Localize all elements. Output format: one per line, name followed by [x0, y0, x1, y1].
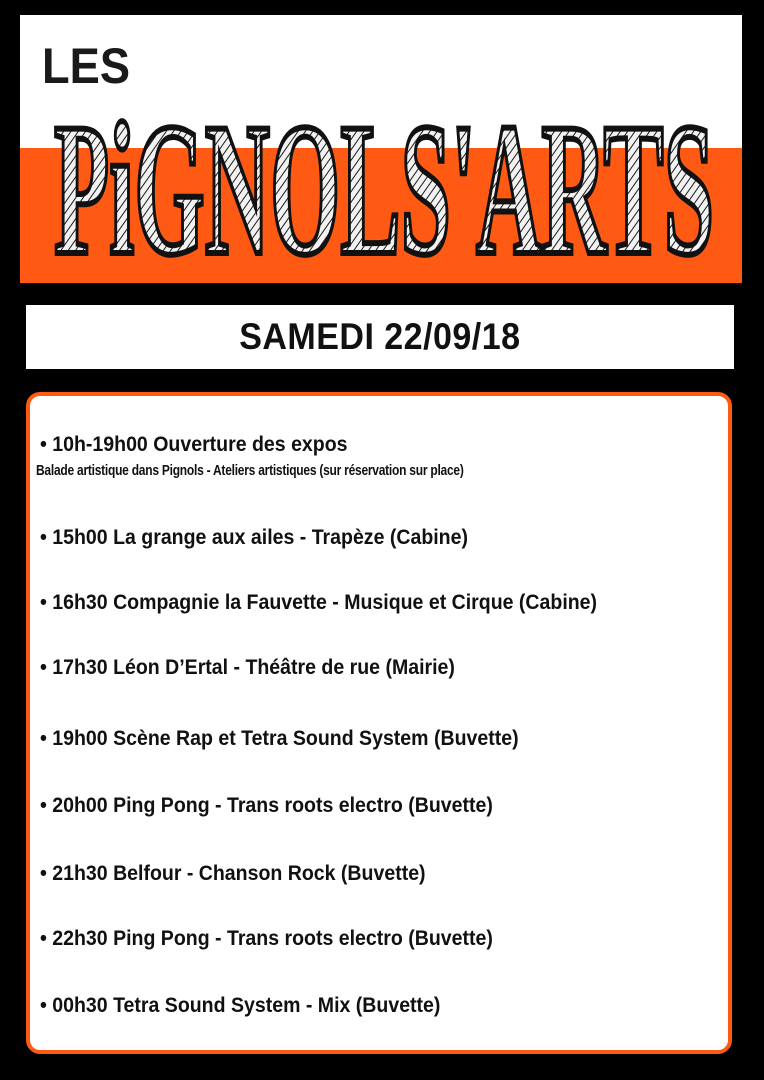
title-top: LES [42, 38, 130, 94]
title-main: PiGNOLS'ARTS [54, 85, 714, 283]
date-box [26, 305, 734, 369]
program-item-9: • 00h30 Tetra Sound System - Mix (Buvette) [40, 994, 441, 1017]
program-item-8: • 22h30 Ping Pong - Trans roots electro (Buvette) [40, 927, 493, 950]
program-item-6: • 20h00 Ping Pong - Trans roots electro (Buvette) [40, 794, 493, 817]
program-item-2: • 15h00 La grange aux ailes - Trapèze (Cabine) [40, 526, 468, 549]
program-panel [26, 392, 732, 1054]
event-date: SAMEDI 22/09/18 [239, 316, 521, 357]
title-logo [20, 15, 742, 283]
program-item-5: • 19h00 Scène Rap et Tetra Sound System (Buvette) [40, 727, 519, 750]
program-item-1: • 10h-19h00 Ouverture des expos [40, 433, 348, 456]
program-item-3: • 16h30 Compagnie la Fauvette - Musique et Cirque (Cabine) [40, 591, 598, 614]
program-item-1-details: Balade artistique dans Pignols - Ateliers artistiques (sur réservation sur place) [36, 462, 464, 479]
title-banner [20, 15, 742, 283]
program-item-7: • 21h30 Belfour - Chanson Rock (Buvette) [40, 862, 426, 885]
program-item-4: • 17h30 Léon D’Ertal - Théâtre de rue (Mairie) [40, 656, 455, 679]
